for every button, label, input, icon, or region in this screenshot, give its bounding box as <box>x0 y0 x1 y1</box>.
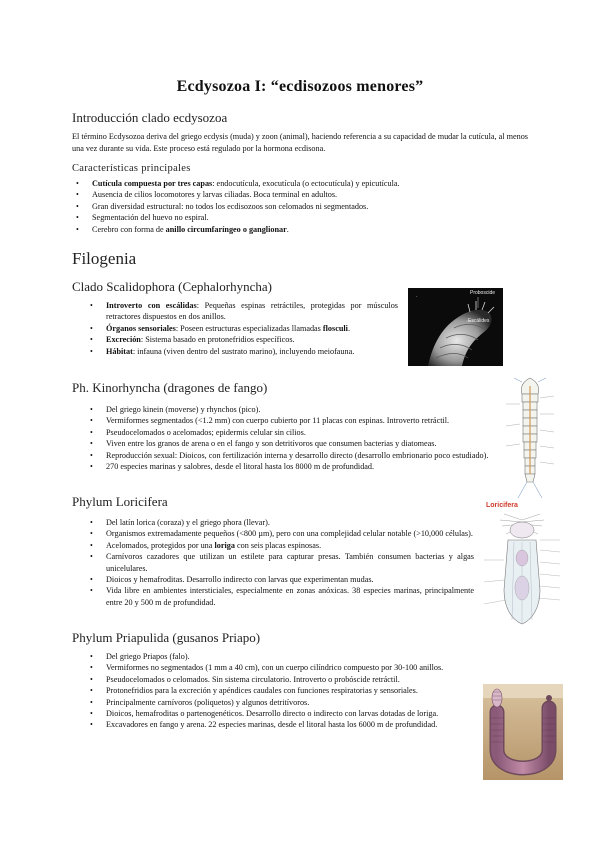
list-item: • Ausencia de cilios locomotores y larvas ciliadas. Boca terminal en adultos. <box>72 189 528 200</box>
figure-label: Escálides <box>468 318 490 324</box>
list-item: • Pseudocelomados o acelomados; epidermis celular sin cilios. <box>86 427 498 438</box>
list-item: • Principalmente carnívoros (poliquetos) y algunos detritívoros. <box>86 697 474 708</box>
list-item: • Dioicos, hemafroditas o partenogenéticos. Desarrollo directo o indirecto con larvas dotadas de loriga. <box>86 708 474 719</box>
list-item: • Del latín lorica (coraza) y el griego phora (llevar). <box>86 517 474 528</box>
list-item: • Cerebro con forma de anillo circumfaríngeo o ganglionar. <box>72 224 528 235</box>
list-item: • Gran diversidad estructural: no todos los ecdisozoos son celomados ni segmentados. <box>72 201 528 212</box>
list-item: • Vermiformes segmentados (<1.2 mm) con cuerpo cubierto por 11 placas con espinas. Introverto retráctil. <box>86 415 498 426</box>
list-item: • Carnívoros cazadores que utilizan un estilete para capturar presas. También consumen bacterias y algas unicelulares. <box>86 551 474 574</box>
list-item: • Excavadores en fango y arena. 22 especies marinas, desde el litoral hasta los 6000 m de profundidad. <box>86 719 474 730</box>
list-item: • Vermiformes no segmentados (1 mm a 40 cm), con un cuerpo cilíndrico compuesto por 30-100 anillos. <box>86 662 474 673</box>
figure-title: Loricifera <box>486 502 518 509</box>
list-item: • Introverto con escálidas: Pequeñas espinas retráctiles, protegidas por músculos retractores dispuestos en dos anillos. <box>86 300 398 323</box>
list-item: • Del griego Priapos (falo). <box>86 651 474 662</box>
characteristics-heading: Características principales <box>72 163 191 174</box>
loricifera-illustration <box>482 500 564 638</box>
list-item: • Pseudocelomados o celomados. Sin sistema circulatorio. Introverto o probóscide retráctil. <box>86 674 474 685</box>
loricifera-list <box>86 517 474 608</box>
scalidophora-sem-image: Proboscide · Escálides <box>408 288 503 366</box>
scalidophora-list <box>86 300 398 357</box>
characteristics-list <box>72 178 528 235</box>
list-item: • Dioicos y hemafroditas. Desarrollo indirecto con larvas que experimentan mudas. <box>86 574 474 585</box>
list-item: • Viven entre los granos de arena o en el fango y son detritívoros que consumen bacterias y diatomeas. <box>86 438 498 449</box>
list-item: • Vida libre en ambientes intersticiales, especialmente en zonas anóxicas. 38 especies marinas, principalmente entre 20 y 500 m de profundidad. <box>86 585 474 608</box>
priapulida-burrow-image <box>483 684 563 780</box>
list-item: • Protonefridios para la excreción y apéndices caudales con funciones respiratorias y sensoriales. <box>86 685 474 696</box>
kinorhyncha-illustration <box>500 374 560 502</box>
list-item: • Organismos extremadamente pequeños (<800 µm), pero con una complejidad celular notable (>10,000 células). <box>86 528 474 539</box>
list-item: • 270 especies marinas y salobres, desde el litoral hasta los 8000 m de profundidad. <box>86 461 498 472</box>
list-item: • Cutícula compuesta por tres capas: endocutícula, exocutícula (o ectocutícula) y epicutícula. <box>72 178 528 189</box>
list-item: • Acelomados, protegidos por una loriga con seis placas espinosas. <box>86 540 474 551</box>
page-title: Ecdysozoa I: “ecdisozoos menores” <box>176 78 424 95</box>
kinorhyncha-list <box>86 404 498 472</box>
list-item: • Segmentación del huevo no espiral. <box>72 212 528 223</box>
priapulida-list <box>86 651 474 731</box>
scalidophora-heading: Clado Scalidophora (Cephalorhyncha) <box>72 279 272 294</box>
filogenia-heading: Filogenia <box>72 249 137 268</box>
intro-heading: Introducción clado ecdysozoa <box>72 110 228 125</box>
list-item: • Del griego kinein (moverse) y rhynchos (pico). <box>86 404 498 415</box>
kinorhyncha-heading: Ph. Kinorhyncha (dragones de fango) <box>72 380 268 395</box>
list-item: • Hábitat: infauna (viven dentro del sustrato marino), incluyendo meiofauna. <box>86 346 398 357</box>
list-item: • Órganos sensoriales: Poseen estructuras especializadas llamadas flosculi. <box>86 323 398 334</box>
intro-paragraph: El término Ecdysozoa deriva del griego ecdysis (muda) y zoon (animal), haciendo referencia a su capacidad de mudar la cutícula, al menos una vez durante su vida. Este proceso está regulado por la hormona ecdisona. <box>72 132 528 153</box>
list-item: • Reproducción sexual: Dioicos, con fertilización interna y desarrollo directo (desarrollo embrionario poco estudiado). <box>86 450 498 461</box>
priapulida-heading: Phylum Priapulida (gusanos Priapo) <box>72 630 261 645</box>
loricifera-heading: Phylum Loricifera <box>72 494 168 509</box>
list-item: • Excreción: Sistema basado en protonefridios específicos. <box>86 334 398 345</box>
figure-label: Proboscide <box>470 290 496 296</box>
